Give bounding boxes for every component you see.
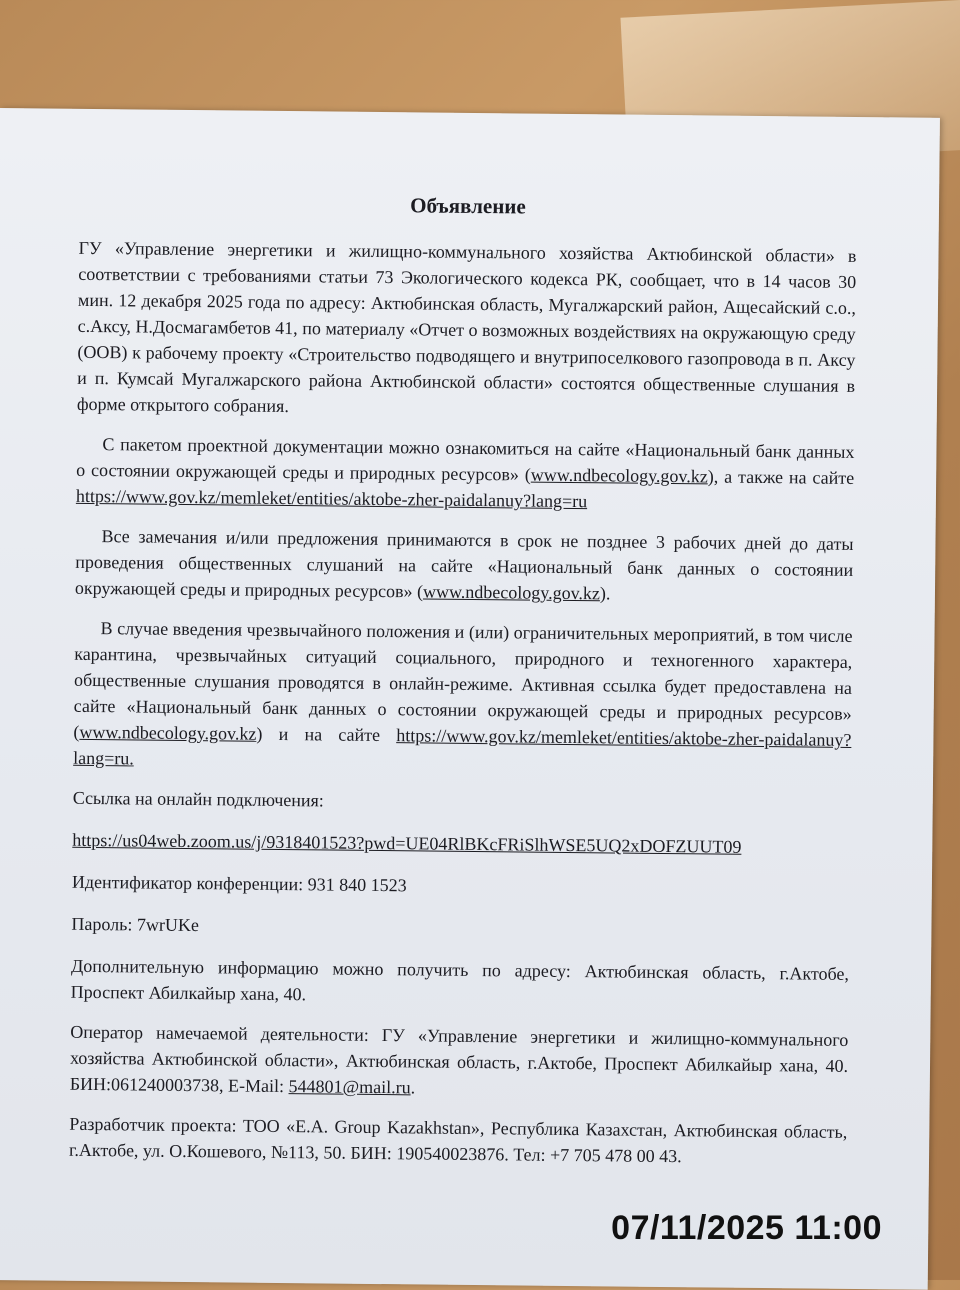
operator-text: Оператор намечаемой деятельности: ГУ «Управление энергетики и жилищно-коммунального хозяйства Актюбинской области», Актюбинская область, г.Актобе, Проспект Абилкайыр хана, 40. БИН:061240003738, E-Mail:	[69, 1021, 849, 1097]
gov-kz-link[interactable]: https://www.gov.kz/memleket/entities/aktobe-zher-paidalanuy?lang=ru.	[73, 725, 852, 769]
password: Пароль: 7wrUKe	[71, 913, 199, 936]
ndbecology-link[interactable]: www.ndbecology.gov.kz	[79, 721, 257, 744]
additional-info: Дополнительную информацию можно получить по адресу: Актюбинская область, г.Актобе, Проспект Абилкайыр хана, 40.	[70, 955, 850, 1005]
zoom-link[interactable]: https://us04web.zoom.us/j/9318401523?pwd=UE04RlBKcFRiSlhWSE5UQ2xDOFZUUT09	[72, 829, 742, 857]
ndbecology-link[interactable]: www.ndbecology.gov.kz	[422, 581, 601, 604]
p2-mid: ), а также на сайте	[707, 466, 855, 488]
p2-text: С пакетом проектной документации можно ознакомиться на сайте «Национальный банк данных о состоянии окружающей среды и природных ресурсов» (	[76, 434, 855, 485]
online-label: Ссылка на онлайн подключения:	[72, 787, 324, 811]
operator-email-link[interactable]: 544801@mail.ru	[288, 1076, 411, 1098]
p3-end: ).	[599, 583, 611, 604]
p3-text: Все замечания и/или предложения принимаются в срок не позднее 3 рабочих дней до даты проведения общественных слушаний на сайте «Национальный банк данных о состоянии окружающей среды и природных ресурсов» (	[74, 526, 854, 602]
paragraph-main: ГУ «Управление энергетики и жилищно-коммунального хозяйства Актюбинской области» в соответствии с требованиями статьи 73 Экологического кодекса РК, сообщает, что в 14 часов 30 мин. 12 декабря 2025 года по адресу: Актюбинская область, Мугалжарский район, Ащесайский с.о., с.Аксу, Н.Досмагамбетов 41, по материалу «Отчет о возможных воздействиях на окружающую среду (ООВ) к рабочему проекту «Строительство подводящего и внутрипоселкового газопровода в п. Аксу и п. Кумсай Мугалжарского района Актюбинской области» состоятся общественные слушания в форме открытого собрания.	[76, 237, 857, 417]
ndbecology-link[interactable]: www.ndbecology.gov.kz	[530, 464, 708, 487]
p4-text: В случае введения чрезвычайного положения и (или) ограничительных мероприятий, в том числе карантина, чрезвычайных ситуаций социального, природного и техногенного характера, общественные слушания проводятся в онлайн-режиме. Активная ссылка будет предоставлена на сайте «Национальный банк данных о состоянии окружающей среды и природных ресурсов» (	[73, 618, 853, 742]
notice-sheet	[0, 108, 940, 1290]
notice-content	[69, 189, 857, 1185]
paragraph-comments	[75, 523, 854, 609]
p4-mid: ) и на сайте	[256, 723, 397, 746]
operator-end: .	[410, 1077, 416, 1098]
paragraph-emergency	[73, 615, 853, 779]
notice-title: Объявление	[410, 193, 526, 219]
gov-kz-link[interactable]: https://www.gov.kz/memleket/entities/aktobe-zher-paidalanuy?lang=ru	[75, 485, 588, 512]
zoom-link-row	[72, 827, 850, 861]
developer-info: Разработчик проекта: ТОО «E.A. Group Kazakhstan», Республика Казахстан, Актюбинская область, г.Актобе, ул. О.Кошевого, №113, 50. БИН: 190540023876. Тел: +7 705 478 00 43.	[68, 1113, 848, 1167]
paragraph-documentation	[76, 431, 855, 517]
photo-timestamp: 07/11/2025 11:00	[611, 1209, 882, 1247]
conference-id: Идентификатор конференции: 931 840 1523	[71, 871, 407, 896]
operator-info	[70, 1019, 849, 1105]
